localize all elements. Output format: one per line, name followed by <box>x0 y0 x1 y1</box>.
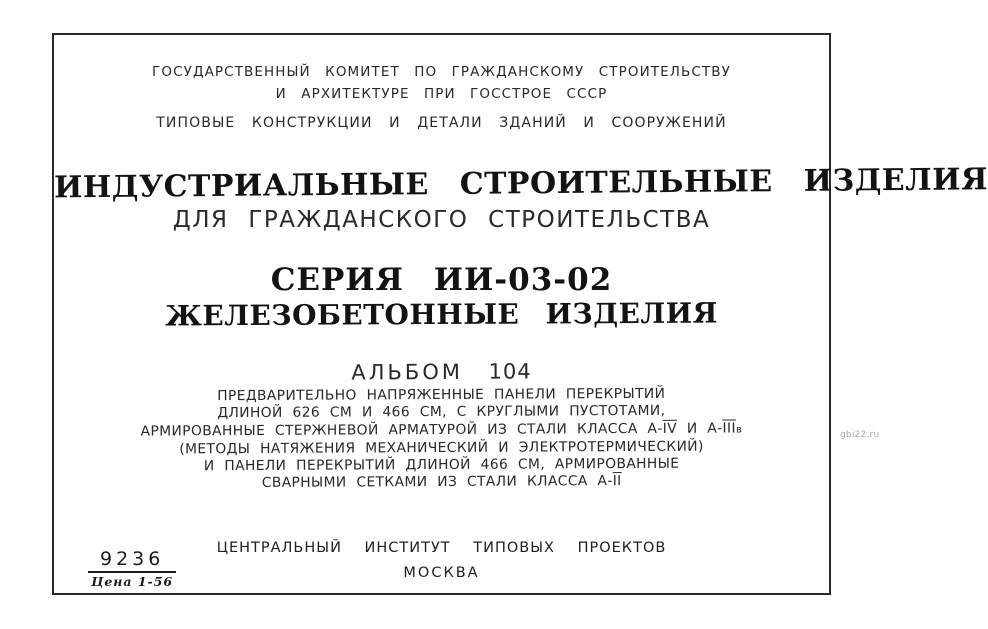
typical-structures-line: ТИПОВЫЕ КОНСТРУКЦИИ И ДЕТАЛИ ЗДАНИЙ И СООРУЖЕНИЙ <box>156 115 727 131</box>
description-line <box>54 472 829 493</box>
description-line: И ПАНЕЛИ ПЕРЕКРЫТИЙ ДЛИНОЙ 466 СМ, АРМИРОВАННЫЕ <box>203 455 680 475</box>
description-line: ДЛИНОЙ 626 СМ И 466 СМ, С КРУГЛЫМИ ПУСТОТАМИ, <box>217 403 666 422</box>
committee-name-line2: И АРХИТЕКТУРЕ ПРИ ГОССТРОЕ СССР <box>275 86 608 102</box>
album-number: 104 <box>488 359 532 384</box>
album-label: АЛЬБОМ <box>351 359 464 385</box>
steel-class-a4: $\overline{IV}$ <box>662 420 678 437</box>
description-text: СВАРНЫМИ СЕТКАМИ ИЗ СТАЛИ КЛАССА А- <box>261 473 613 492</box>
album-line <box>54 357 829 386</box>
description-text: И А- <box>676 420 723 437</box>
catalog-number: 9236 <box>88 548 176 573</box>
products-title: ЖЕЛЕЗОБЕТОННЫЕ ИЗДЕЛИЯ <box>165 296 718 333</box>
institute-name: ЦЕНТРАЛЬНЫЙ ИНСТИТУТ ТИПОВЫХ ПРОЕКТОВ <box>216 540 667 556</box>
description-text: АРМИРОВАННЫЕ СТЕРЖНЕВОЙ АРМАТУРОЙ ИЗ СТАЛИ КЛАССА А- <box>140 420 663 440</box>
steel-class-a2: $\overline{II}$ <box>612 473 622 490</box>
committee-name-line1: ГОСУДАРСТВЕННЫЙ КОМИТЕТ ПО ГРАЖДАНСКОМУ СТРОИТЕЛЬСТВУ <box>152 64 731 80</box>
city-name: МОСКВА <box>403 565 480 581</box>
description-line: (МЕТОДЫ НАТЯЖЕНИЯ МЕХАНИЧЕСКИЙ И ЭЛЕКТРОТЕРМИЧЕСКИЙ) <box>179 438 704 458</box>
catalog-stamp <box>88 548 176 589</box>
subtitle: ДЛЯ ГРАЖДАНСКОГО СТРОИТЕЛЬСТВА <box>172 207 711 233</box>
main-title: ИНДУСТРИАЛЬНЫЕ СТРОИТЕЛЬНЫЕ ИЗДЕЛИЯ <box>53 162 988 206</box>
steel-class-a3: $\overline{III}$ <box>722 420 736 437</box>
description-line: ПРЕДВАРИТЕЛЬНО НАПРЯЖЕННЫЕ ПАНЕЛИ ПЕРЕКРЫТИЙ <box>217 385 666 405</box>
description-paragraph <box>54 385 830 494</box>
series-code-title: СЕРИЯ ИИ-03-02 <box>270 262 613 298</box>
site-watermark: gbi22.ru <box>840 430 880 440</box>
price-label: Цена 1-56 <box>91 574 174 589</box>
steel-class-suffix: в <box>735 424 743 436</box>
